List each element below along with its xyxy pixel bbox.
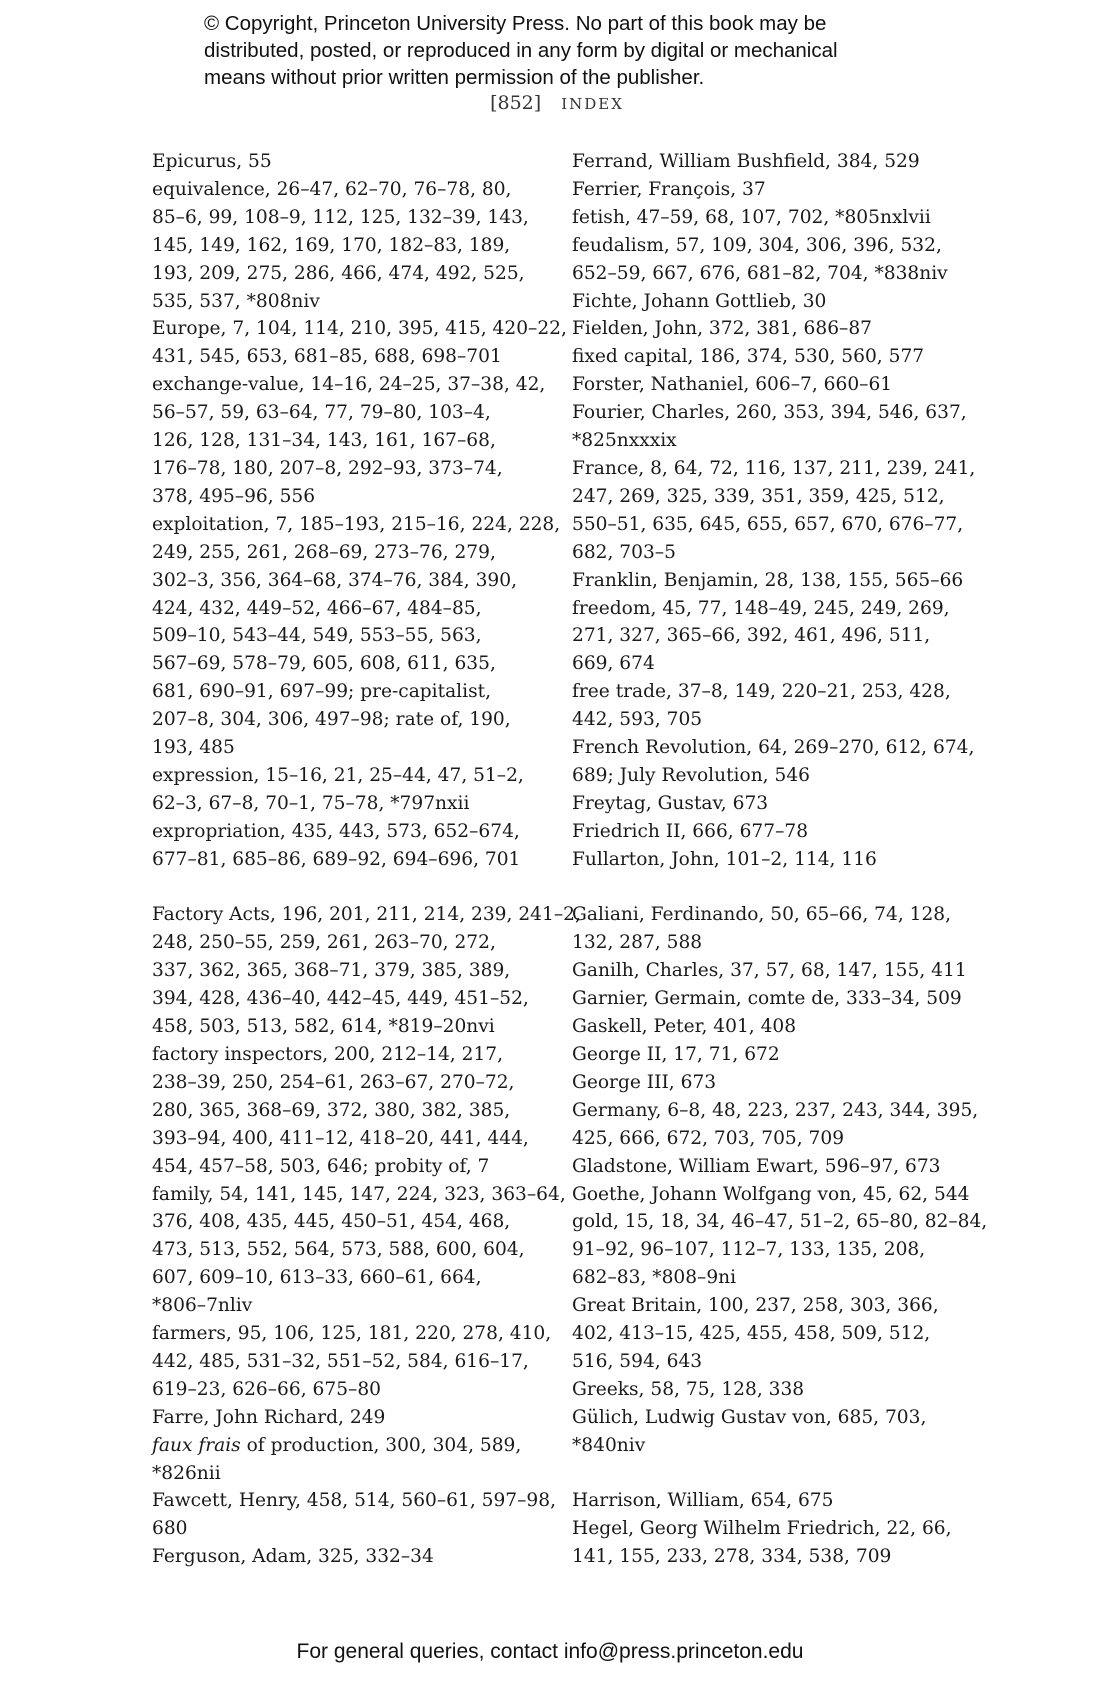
index-entry-continuation: 619–23, 626–66, 675–80 [152, 1378, 381, 1400]
index-entry [152, 511, 562, 762]
index-entry-line: expression, 15–16, 21, 25–44, 47, 51–2, [152, 764, 524, 786]
index-entry-line: Great Britain, 100, 237, 258, 303, 366, [572, 1295, 939, 1317]
index-entry [572, 1376, 972, 1404]
index-entry-line: Europe, 7, 104, 114, 210, 395, 415, 420–22, [152, 318, 567, 340]
index-entry-line: equivalence, 26–47, 62–70, 76–78, 80, [152, 178, 512, 200]
index-entry [572, 1097, 979, 1153]
index-entry-continuation: 652–59, 667, 676, 681–82, 704, *838niv [572, 262, 948, 284]
index-entry-line: factory inspectors, 200, 212–14, 217, [152, 1043, 504, 1065]
index-entry-line: Ferguson, Adam, 325, 332–34 [152, 1546, 434, 1568]
index-entry-line: fetish, 47–59, 68, 107, 702, *805nxlvii [572, 206, 931, 228]
index-entry-line: free trade, 37–8, 149, 220–21, 253, 428, [572, 681, 951, 703]
index-entry-continuation: 302–3, 356, 364–68, 374–76, 384, 390, [152, 569, 517, 591]
index-entry [572, 1208, 988, 1292]
index-entry-line: Forster, Nathaniel, 606–7, 660–61 [572, 374, 893, 396]
index-entry-continuation: 145, 149, 162, 169, 170, 182–83, 189, [152, 234, 511, 256]
page-title: INDEX [561, 95, 624, 113]
index-entry-line: freedom, 45, 77, 148–49, 245, 249, 269, [572, 597, 950, 619]
index-entry-continuation: 248, 250–55, 259, 261, 263–70, 272, [152, 932, 496, 954]
copyright-line: distributed, posted, or reproduced in any form by digital or mechanical [204, 39, 838, 62]
index-entry [152, 1487, 562, 1543]
index-entry [572, 790, 972, 818]
index-entry-continuation: 126, 128, 131–34, 143, 161, 167–68, [152, 430, 496, 452]
index-entry-continuation: 394, 428, 436–40, 442–45, 449, 451–52, [152, 988, 529, 1010]
index-entry-continuation: 247, 269, 325, 339, 351, 359, 425, 512, [572, 485, 945, 507]
index-entry-line: France, 8, 64, 72, 116, 137, 211, 239, 241, [572, 457, 976, 479]
index-entry-continuation: *806–7nliv [152, 1295, 253, 1317]
index-entry [152, 818, 562, 874]
index-entry-line: Factory Acts, 196, 201, 211, 214, 239, 241–2, [152, 904, 581, 926]
index-entry-continuation: 535, 537, *808niv [152, 290, 320, 312]
index-entry-continuation: 249, 255, 261, 268–69, 273–76, 279, [152, 541, 496, 563]
index-entry-continuation: 378, 495–96, 556 [152, 485, 316, 507]
index-entry-continuation: 516, 594, 643 [572, 1350, 703, 1372]
index-entry-continuation: 376, 408, 435, 445, 450–51, 454, 468, [152, 1211, 511, 1233]
index-entry [572, 343, 972, 371]
index-entry-continuation: 682–83, *808–9ni [572, 1267, 737, 1289]
index-entry-line: Greeks, 58, 75, 128, 338 [572, 1378, 805, 1400]
index-entry [152, 1432, 562, 1488]
index-entry [572, 1013, 972, 1041]
index-entry [572, 1069, 972, 1097]
section-gap [152, 874, 562, 902]
index-entry [572, 232, 972, 288]
index-entry [572, 315, 972, 343]
index-entry-continuation: 337, 362, 365, 368–71, 379, 385, 389, [152, 960, 511, 982]
index-entry-continuation: 62–3, 67–8, 70–1, 75–78, *797nxii [152, 792, 470, 814]
index-entry-continuation: *840niv [572, 1434, 646, 1456]
index-entry [572, 399, 972, 455]
index-entry [572, 901, 972, 957]
index-entry [572, 371, 972, 399]
index-entry-line: fixed capital, 186, 374, 530, 560, 577 [572, 346, 925, 368]
index-entry [152, 176, 562, 316]
index-entry-continuation: 393–94, 400, 411–12, 418–20, 441, 444, [152, 1127, 529, 1149]
index-entry [572, 1181, 972, 1209]
index-entry [572, 288, 972, 316]
copyright-notice [204, 10, 924, 91]
index-entry-continuation: 682, 703–5 [572, 541, 676, 563]
footer-contact: For general queries, contact info@press.princeton.edu [296, 1640, 804, 1663]
index-entry-continuation: 669, 674 [572, 653, 655, 675]
index-entry-continuation: 207–8, 304, 306, 497–98; rate of, 190, [152, 709, 511, 731]
index-entry-continuation: 176–78, 180, 207–8, 292–93, 373–74, [152, 457, 503, 479]
index-entry [572, 148, 972, 176]
index-entry-continuation: 442, 593, 705 [572, 709, 703, 731]
index-entry [572, 204, 972, 232]
index-entry [152, 1404, 562, 1432]
index-entry-continuation: 567–69, 578–79, 605, 608, 611, 635, [152, 653, 496, 675]
index-column-left [152, 148, 581, 1571]
index-entry-continuation: 550–51, 635, 645, 655, 657, 670, 676–77, [572, 513, 964, 535]
index-entry-line: of production, 300, 304, 589, [240, 1434, 522, 1456]
index-entry [152, 1181, 566, 1321]
index-entry-line: Freytag, Gustav, 673 [572, 792, 769, 814]
index-entry-line: Fourier, Charles, 260, 353, 394, 546, 637, [572, 402, 967, 424]
index-entry-line: Fawcett, Henry, 458, 514, 560–61, 597–98, [152, 1490, 557, 1512]
index-entry-continuation: 238–39, 250, 254–61, 263–67, 270–72, [152, 1071, 515, 1093]
index-entry-line: Fielden, John, 372, 381, 686–87 [572, 318, 872, 340]
index-entry [152, 1041, 562, 1181]
index-entry-continuation: 56–57, 59, 63–64, 77, 79–80, 103–4, [152, 402, 491, 424]
running-head [0, 92, 1100, 114]
index-entry-continuation: 458, 503, 513, 582, 614, *819–20nvi [152, 1016, 495, 1038]
index-entry-line: Franklin, Benjamin, 28, 138, 155, 565–66 [572, 569, 964, 591]
index-entry-continuation: 85–6, 99, 108–9, 112, 125, 132–39, 143, [152, 206, 529, 228]
index-entry [152, 148, 562, 176]
index-entry [572, 176, 972, 204]
index-entry-line: family, 54, 141, 145, 147, 224, 323, 363–64, [152, 1183, 566, 1205]
index-entry-continuation: 132, 287, 588 [572, 932, 703, 954]
index-entry [572, 846, 972, 874]
index-entry [572, 455, 976, 567]
index-entry-continuation: 454, 457–58, 503, 646; probity of, 7 [152, 1155, 490, 1177]
index-entry [572, 567, 972, 595]
index-entry-continuation: 91–92, 96–107, 112–7, 133, 135, 208, [572, 1239, 926, 1261]
index-entry [152, 1543, 562, 1571]
index-entry [572, 957, 972, 985]
index-entry-line: Garnier, Germain, comte de, 333–34, 509 [572, 988, 962, 1010]
index-entry [572, 985, 972, 1013]
index-entry [152, 762, 562, 818]
index-entry-continuation: 424, 432, 449–52, 466–67, 484–85, [152, 597, 482, 619]
index-entry-line: expropriation, 435, 443, 573, 652–674, [152, 820, 520, 842]
index-entry-continuation: 509–10, 543–44, 549, 553–55, 563, [152, 625, 482, 647]
index-entry-continuation: 425, 666, 672, 703, 705, 709 [572, 1127, 845, 1149]
index-entry-line: Gaskell, Peter, 401, 408 [572, 1016, 797, 1038]
index-entry-continuation: 141, 155, 233, 278, 334, 538, 709 [572, 1546, 892, 1568]
index-entry-line: Fichte, Johann Gottlieb, 30 [572, 290, 827, 312]
index-entry [152, 371, 562, 511]
copyright-line: © Copyright, Princeton University Press. No part of this book may be [204, 12, 827, 35]
index-entry-line: Hegel, Georg Wilhelm Friedrich, 22, 66, [572, 1518, 952, 1540]
index-entry-continuation: 402, 413–15, 425, 455, 458, 509, 512, [572, 1323, 931, 1345]
index-entry-line: Gülich, Ludwig Gustav von, 685, 703, [572, 1406, 927, 1428]
page-number: [852] [490, 92, 542, 114]
index-entry-line: Harrison, William, 654, 675 [572, 1490, 834, 1512]
index-entry-continuation: 680 [152, 1518, 188, 1540]
index-entry-continuation: *825nxxxix [572, 430, 677, 452]
index-entry-line: feudalism, 57, 109, 304, 306, 396, 532, [572, 234, 942, 256]
index-entry-continuation: 607, 609–10, 613–33, 660–61, 664, [152, 1267, 482, 1289]
index-entry-continuation: 689; July Revolution, 546 [572, 764, 810, 786]
index-entry-line: Ganilh, Charles, 37, 57, 68, 147, 155, 411 [572, 960, 967, 982]
index-entry-line: Farre, John Richard, 249 [152, 1406, 386, 1428]
index-entry-line: gold, 15, 18, 34, 46–47, 51–2, 65–80, 82–84, [572, 1211, 988, 1233]
index-entry-continuation: 681, 690–91, 697–99; pre-capitalist, [152, 681, 491, 703]
index-entry-line: Friedrich II, 666, 677–78 [572, 820, 809, 842]
index-entry [572, 1041, 972, 1069]
index-entry-italic: faux frais [152, 1434, 241, 1456]
index-entry-line: Fullarton, John, 101–2, 114, 116 [572, 848, 877, 870]
index-entry-line: French Revolution, 64, 269–270, 612, 674, [572, 737, 975, 759]
index-entry-line: George II, 17, 71, 672 [572, 1043, 780, 1065]
index-entry-line: George III, 673 [572, 1071, 717, 1093]
index-entry-line: Goethe, Johann Wolfgang von, 45, 62, 544 [572, 1183, 970, 1205]
index-entry-line: Galiani, Ferdinando, 50, 65–66, 74, 128, [572, 904, 952, 926]
index-entry-continuation: 280, 365, 368–69, 372, 380, 382, 385, [152, 1099, 511, 1121]
index-entry [152, 315, 567, 371]
section-gap [572, 1460, 972, 1488]
index-entry [572, 1153, 972, 1181]
index-entry-continuation: 193, 485 [152, 737, 235, 759]
index-entry-line: farmers, 95, 106, 125, 181, 220, 278, 410, [152, 1323, 552, 1345]
index-entry-line: exchange-value, 14–16, 24–25, 37–38, 42, [152, 374, 546, 396]
section-gap [572, 874, 972, 902]
index-entry [152, 1320, 562, 1404]
index-entry [572, 1487, 972, 1515]
index-entry [572, 678, 972, 734]
index-entry [572, 1292, 972, 1376]
index-entry-continuation: 271, 327, 365–66, 392, 461, 496, 511, [572, 625, 931, 647]
index-entry-continuation: 442, 485, 531–32, 551–52, 584, 616–17, [152, 1350, 529, 1372]
index-entry-continuation: 677–81, 685–86, 689–92, 694–696, 701 [152, 848, 521, 870]
index-entry-line: Gladstone, William Ewart, 596–97, 673 [572, 1155, 941, 1177]
index-entry-line: exploitation, 7, 185–193, 215–16, 224, 228, [152, 513, 561, 535]
index-entry-continuation: 473, 513, 552, 564, 573, 588, 600, 604, [152, 1239, 525, 1261]
index-entry [572, 1515, 972, 1571]
index-entry [572, 818, 972, 846]
index-entry [572, 595, 972, 679]
index-entry [572, 734, 975, 790]
index-entry [152, 901, 581, 1041]
index-column-right [572, 148, 988, 1571]
index-entry-line: Germany, 6–8, 48, 223, 237, 243, 344, 395, [572, 1099, 979, 1121]
index-entry-continuation: 193, 209, 275, 286, 466, 474, 492, 525, [152, 262, 525, 284]
index-entry-line: Epicurus, 55 [152, 151, 272, 172]
index-entry-line: Ferrier, François, 37 [572, 178, 766, 200]
copyright-line: means without prior written permission of the publisher. [204, 66, 705, 89]
index-entry [572, 1404, 972, 1460]
index-entry-continuation: 431, 545, 653, 681–85, 688, 698–701 [152, 346, 502, 368]
index-entry-continuation: *826nii [152, 1462, 221, 1484]
index-entry-line: Ferrand, William Bushfield, 384, 529 [572, 151, 920, 172]
